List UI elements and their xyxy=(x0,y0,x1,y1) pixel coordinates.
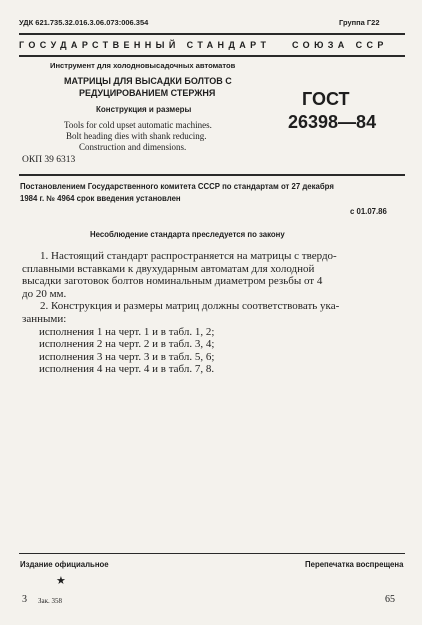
category-title: Инструмент для холодновысадочных автоматов xyxy=(50,61,236,70)
main-title-line1: МАТРИЦЫ ДЛЯ ВЫСАДКИ БОЛТОВ С xyxy=(64,76,232,86)
paragraph-2-line: 2. Конструкция и размеры матриц должны соответствовать ука- xyxy=(40,300,340,313)
section-rule xyxy=(19,174,405,176)
resolution-line2: 1984 г. № 4964 срок введения установлен xyxy=(20,194,181,203)
gost-label: ГОСТ xyxy=(302,89,350,109)
body-text xyxy=(22,250,405,376)
paragraph-1-line: до 20 мм. xyxy=(22,287,67,300)
state-standard-left: ГОСУДАРСТВЕННЫЙ СТАНДАРТ xyxy=(19,40,271,50)
paragraph-2-line: занными: xyxy=(22,312,67,325)
header-rule-bottom xyxy=(19,55,405,57)
footer-rule xyxy=(19,553,405,554)
english-title-line1: Tools for cold upset automatic machines. xyxy=(64,120,212,130)
okp-code: ОКП 39 6313 xyxy=(22,155,76,165)
page-number: 65 xyxy=(385,594,395,605)
group-code: Группа Г22 xyxy=(339,18,380,27)
main-title-line2: РЕДУЦИРОВАНИЕМ СТЕРЖНЯ xyxy=(79,88,216,98)
paragraph-1-line: 1. Настоящий стандарт распространяется на матрицы с твердо- xyxy=(40,250,337,262)
paragraph-1-line: сплавными вставками к двухударным автоматам для холодной xyxy=(22,262,315,275)
udk-code: УДК 621.735.32.016.3.06.073:006.354 xyxy=(19,18,149,27)
list-item: исполнения 2 на черт. 2 и в табл. 3, 4; xyxy=(39,338,215,351)
paragraph-1-line: высадки заготовок болтов номинальным диаметром резьбы от 4 xyxy=(22,275,323,288)
list-item: исполнения 4 на черт. 4 и в табл. 7, 8. xyxy=(39,363,215,376)
left-page-number: 3 xyxy=(22,594,27,605)
reprint-prohibited: Перепечатка воспрещена xyxy=(305,560,404,569)
english-title-line2: Bolt heading dies with shank reducing. xyxy=(66,131,207,141)
star-icon: ★ xyxy=(56,575,66,587)
subtitle: Конструкция и размеры xyxy=(96,105,192,114)
english-title-line3: Construction and dimensions. xyxy=(79,142,187,152)
resolution-line1: Постановлением Государственного комитета СССР по стандартам от 27 декабря xyxy=(20,182,334,191)
list-item: исполнения 3 на черт. 3 и в табл. 5, 6; xyxy=(39,350,215,363)
header-rule-top xyxy=(19,33,405,35)
state-standard-right: СОЮЗА ССР xyxy=(292,40,388,50)
gost-number: 26398—84 xyxy=(288,112,377,132)
violation-notice: Несоблюдение стандарта преследуется по закону xyxy=(90,230,285,239)
order-number: Зак. 358 xyxy=(38,597,63,605)
effective-date: с 01.07.86 xyxy=(350,207,387,216)
official-edition: Издание официальное xyxy=(20,560,109,569)
list-item: исполнения 1 на черт. 1 и в табл. 1, 2; xyxy=(39,325,215,338)
